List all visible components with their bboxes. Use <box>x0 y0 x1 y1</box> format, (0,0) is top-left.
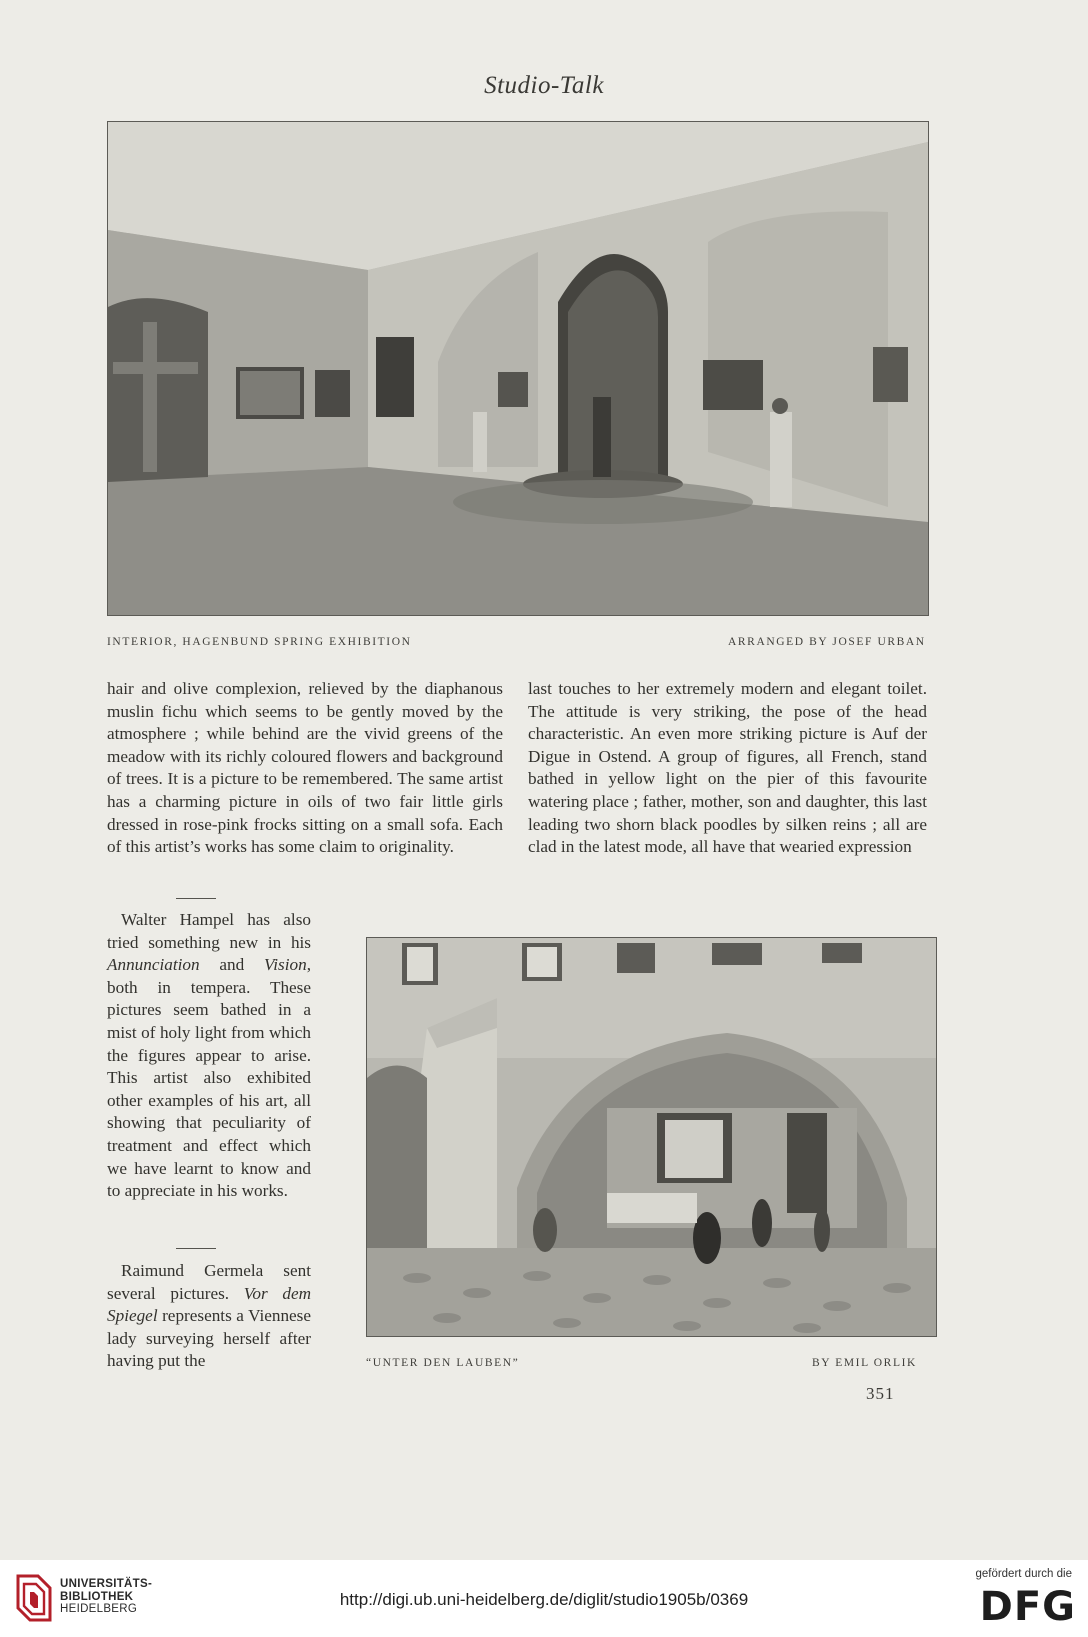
hampel-text-middle: and <box>199 955 265 975</box>
germela-paragraph <box>107 1260 311 1373</box>
running-head: Studio-Talk <box>484 72 604 99</box>
germela-text-after: represents a Viennese lady surveying herself after having put the <box>107 1306 311 1371</box>
library-name-line-2: BIBLIOTHEK <box>60 1590 134 1603</box>
left-column-top-text <box>107 678 503 859</box>
vision-title: Vision <box>264 955 307 975</box>
right-column-paragraph: last touches to her extremely modern and elegant toilet. The attitude is very striking, the pose of the head characteristic. An even more striking picture is Auf der Digue in Ostend. A group of figures, all French, stand bathed in yellow light on the pier of this favourite watering place ; father, mother, son and daughter, this last leading two shorn black poodles by silken reins ; all are clad in the latest mode, all have that wearied expression <box>528 679 927 857</box>
source-url-link[interactable]: http://digi.ub.uni-heidelberg.de/diglit/studio1905b/0369 <box>339 1590 749 1609</box>
left-column-paragraph: hair and olive complexion, relieved by the diaphanous muslin fichu which seems to be gently moved by the atmosphere ; while behind are the vivid greens of the meadow with its richly coloured flowers and background of trees. It is a picture to be remembered. The same artist has a charming picture in oils of two fair little girls dressed in rose-pink frocks sitting on a small sofa. Each of this artist’s works has some claim to originality. <box>107 679 503 857</box>
vor-dem-spiegel-title: Vor dem Spiegel <box>107 1283 311 1326</box>
top-figure-caption-left: INTERIOR, HAGENBUND SPRING EXHIBITION <box>107 636 412 648</box>
dfg-logo: DFG <box>979 1584 1076 1630</box>
digitization-footer <box>0 1560 1088 1637</box>
bottom-figure-caption-left: “UNTER DEN LAUBEN” <box>366 1357 520 1369</box>
annunciation-title: Annunciation <box>107 955 200 975</box>
germela-column <box>107 1260 311 1373</box>
page-number: 351 <box>866 1384 895 1403</box>
funded-by-label: gefördert durch die <box>975 1568 1072 1580</box>
germela-text-before: Raimund Germela sent several pictures. <box>107 1261 311 1303</box>
top-figure-caption-right: ARRANGED BY JOSEF URBAN <box>728 636 926 648</box>
hampel-text-before: Walter Hampel has also tried something new in his <box>107 910 311 952</box>
section-divider <box>176 1248 216 1249</box>
library-name-line-1: UNIVERSITÄTS- <box>60 1578 153 1590</box>
unter-den-lauben-picture <box>366 937 937 1337</box>
exhibition-interior-photo <box>107 121 929 616</box>
hampel-column <box>107 909 311 1203</box>
bottom-figure-caption-right: BY EMIL ORLIK <box>812 1357 917 1369</box>
hampel-paragraph <box>107 909 311 1203</box>
right-column-top-text <box>528 678 927 859</box>
library-name-line-3: HEIDELBERG <box>60 1603 138 1615</box>
hampel-text-after: , both in tempera. These pictures seem bathed in a mist of holy light from which the figures appear to arise. This artist also exhibited other examples of his art, all showing that peculiarity of treatment and effect which we have learnt to know and to appreciate in his works. <box>107 955 311 1201</box>
section-divider <box>176 898 216 899</box>
